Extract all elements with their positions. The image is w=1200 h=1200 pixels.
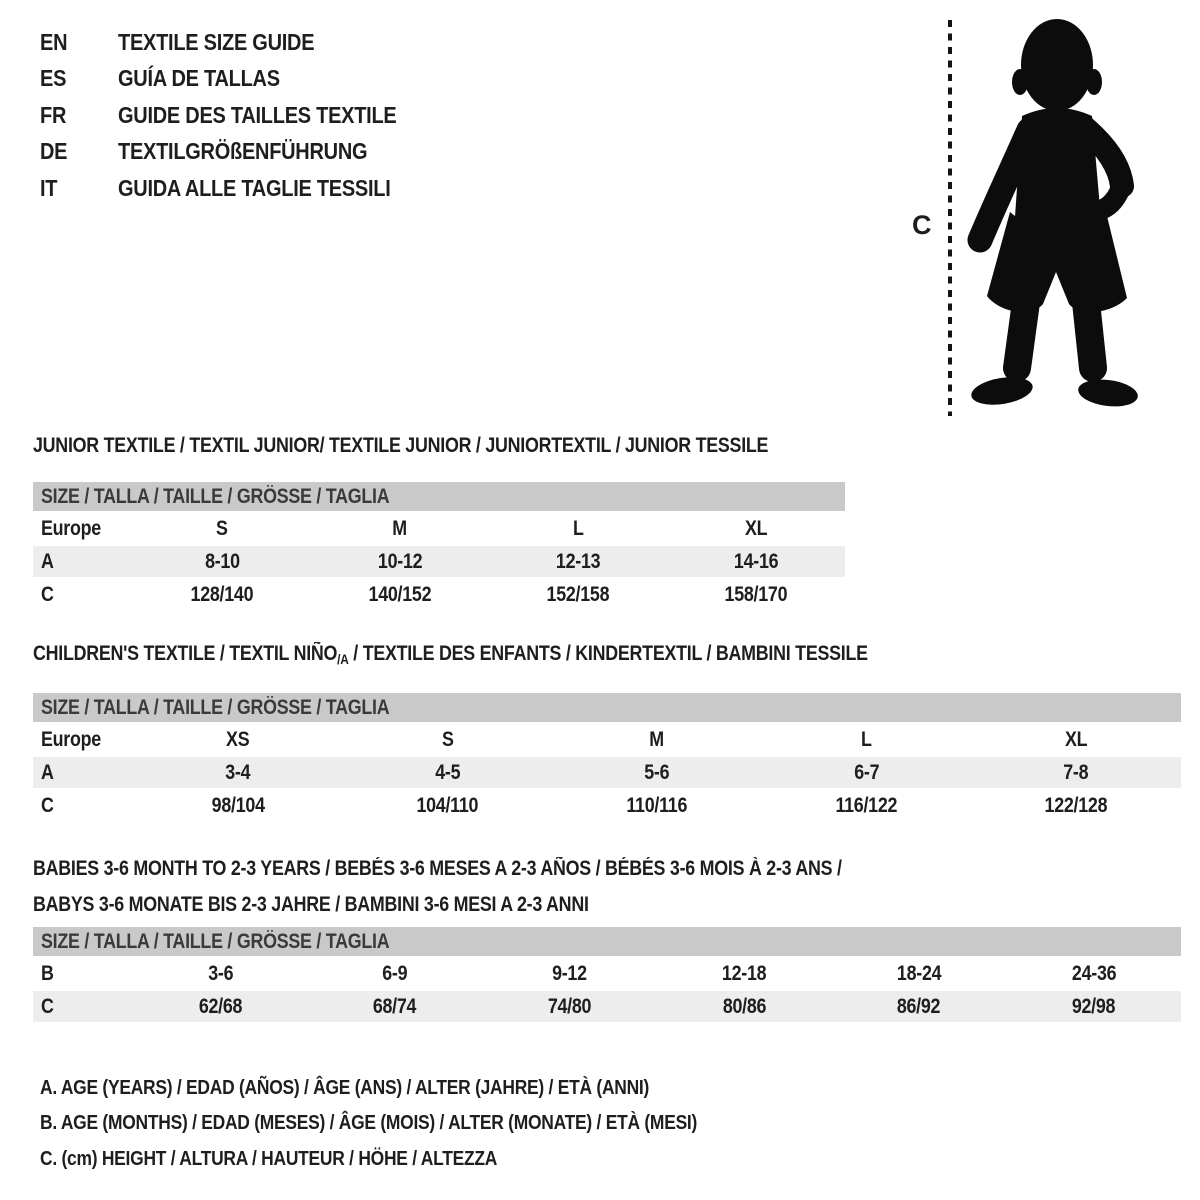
table-cell: XS	[226, 727, 250, 751]
table-cell: 68/74	[373, 994, 417, 1018]
table-cell: M	[392, 516, 408, 540]
section-babies-textile	[33, 851, 1181, 1022]
language-title: GUIDA ALLE TAGLIE TESSILI	[118, 174, 391, 201]
table-cell: 140/152	[368, 582, 432, 606]
section-title-babies: BABIES 3-6 MONTH TO 2-3 YEARS / BEBÉS 3-6 MESES A 2-3 AÑOS / BÉBÉS 3-6 MOIS À 2-3 ANS / BABYS 3-6 MONATE BIS 2-3 JAHRE / BAMBINI 3-6 MESI A 2-3 ANNI	[33, 857, 842, 916]
section-title-junior: JUNIOR TEXTILE / TEXTIL JUNIOR/ TEXTILE JUNIOR / JUNIORTEXTIL / JUNIOR TESSILE	[33, 434, 769, 457]
table-cell: 80/86	[722, 994, 767, 1018]
table-row-height-cm	[33, 991, 1181, 1022]
children-size-table	[33, 693, 1181, 821]
table-cell: 3-4	[225, 760, 251, 784]
table-cell: 152/158	[546, 582, 610, 606]
language-code: IT	[40, 174, 58, 201]
table-cell: L	[861, 727, 872, 751]
table-cell: 116/122	[835, 793, 898, 817]
language-code: EN	[40, 28, 68, 55]
table-cell: 12-13	[555, 549, 601, 573]
section-junior-textile	[33, 434, 845, 610]
table-cell: XL	[744, 516, 768, 540]
table-cell: 104/110	[416, 793, 479, 817]
table-cell: 24-36	[1071, 961, 1116, 985]
height-dashed-line	[948, 20, 952, 416]
table-cell: 74/80	[547, 994, 592, 1018]
table-cell: 8-10	[204, 549, 240, 573]
language-title: TEXTILE SIZE GUIDE	[118, 28, 315, 55]
title-subscript: /A	[337, 651, 349, 667]
language-title: GUÍA DE TALLAS	[118, 65, 280, 92]
table-cell: 9-12	[552, 961, 588, 985]
table-cell: 5-6	[644, 760, 670, 784]
language-code: ES	[40, 65, 67, 92]
language-row-en	[40, 24, 446, 61]
size-table-header: SIZE / TALLA / TAILLE / GRÖSSE / TAGLIA	[33, 927, 1181, 956]
table-row-europe	[33, 513, 845, 544]
table-cell: M	[649, 727, 665, 751]
table-cell: 92/98	[1071, 994, 1116, 1018]
section-title-children: CHILDREN'S TEXTILE / TEXTIL NIÑO/A / TEXTILE DES ENFANTS / KINDERTEXTIL / BAMBINI TESSILE	[33, 642, 868, 667]
table-row-age-months	[33, 958, 1181, 989]
table-cell: 6-9	[382, 961, 408, 985]
table-cell: S	[441, 727, 454, 751]
table-cell: 158/170	[724, 582, 788, 606]
table-cell: 122/128	[1044, 793, 1108, 817]
table-cell: 18-24	[896, 961, 942, 985]
table-cell: 3-6	[207, 961, 233, 985]
table-cell: 12-18	[722, 961, 767, 985]
table-row-europe	[33, 724, 1181, 755]
table-cell: XL	[1065, 727, 1088, 751]
table-cell: 110/116	[626, 793, 688, 817]
language-title-list	[40, 24, 446, 207]
height-marker-label: C	[912, 210, 932, 240]
table-cell: 62/68	[198, 994, 243, 1018]
table-cell: 86/92	[897, 994, 941, 1018]
table-cell: 128/140	[190, 582, 254, 606]
row-label: A	[41, 549, 54, 573]
language-code: FR	[40, 101, 67, 128]
table-cell: 10-12	[377, 549, 423, 573]
table-cell: 98/104	[211, 793, 265, 817]
language-code: DE	[40, 138, 68, 165]
toddler-silhouette-icon	[962, 16, 1140, 416]
legend-row-a: A. AGE (YEARS) / EDAD (AÑOS) / ÂGE (ANS) / ALTER (JAHRE) / ETÀ (ANNI)	[40, 1075, 650, 1099]
legend-row-c: C. (cm) HEIGHT / ALTURA / HAUTEUR / HÖHE / ALTEZZA	[40, 1146, 498, 1170]
babies-size-table	[33, 927, 1181, 1022]
section-children-textile	[33, 642, 1181, 821]
row-label: A	[41, 760, 54, 784]
row-label: C	[41, 582, 54, 606]
legend-row-b: B. AGE (MONTHS) / EDAD (MESES) / ÂGE (MOIS) / ALTER (MONATE) / ETÀ (MESI)	[40, 1111, 698, 1135]
language-row-it	[40, 170, 446, 207]
table-cell: 6-7	[854, 760, 880, 784]
row-label: Europe	[41, 727, 101, 751]
language-title: GUIDE DES TAILLES TEXTILE	[118, 101, 397, 128]
language-row-fr	[40, 97, 446, 134]
language-row-es	[40, 61, 446, 98]
table-row-height-cm	[33, 579, 845, 610]
junior-size-table	[33, 482, 845, 610]
table-row-age-years	[33, 757, 1181, 788]
row-label: B	[41, 961, 54, 985]
language-title: TEXTILGRÖßENFÜHRUNG	[118, 138, 368, 165]
table-row-age-years	[33, 546, 845, 577]
row-label: Europe	[41, 516, 101, 540]
table-cell: 4-5	[434, 760, 460, 784]
table-cell: L	[572, 516, 584, 540]
size-table-header: SIZE / TALLA / TAILLE / GRÖSSE / TAGLIA	[33, 482, 845, 511]
legend	[40, 1070, 813, 1177]
table-cell: S	[216, 516, 228, 540]
row-label: C	[41, 793, 54, 817]
row-label: C	[41, 994, 54, 1018]
table-row-height-cm	[33, 790, 1181, 821]
size-table-header: SIZE / TALLA / TAILLE / GRÖSSE / TAGLIA	[33, 693, 1181, 722]
table-cell: 14-16	[733, 549, 779, 573]
table-cell: 7-8	[1063, 760, 1089, 784]
language-row-de	[40, 134, 446, 171]
